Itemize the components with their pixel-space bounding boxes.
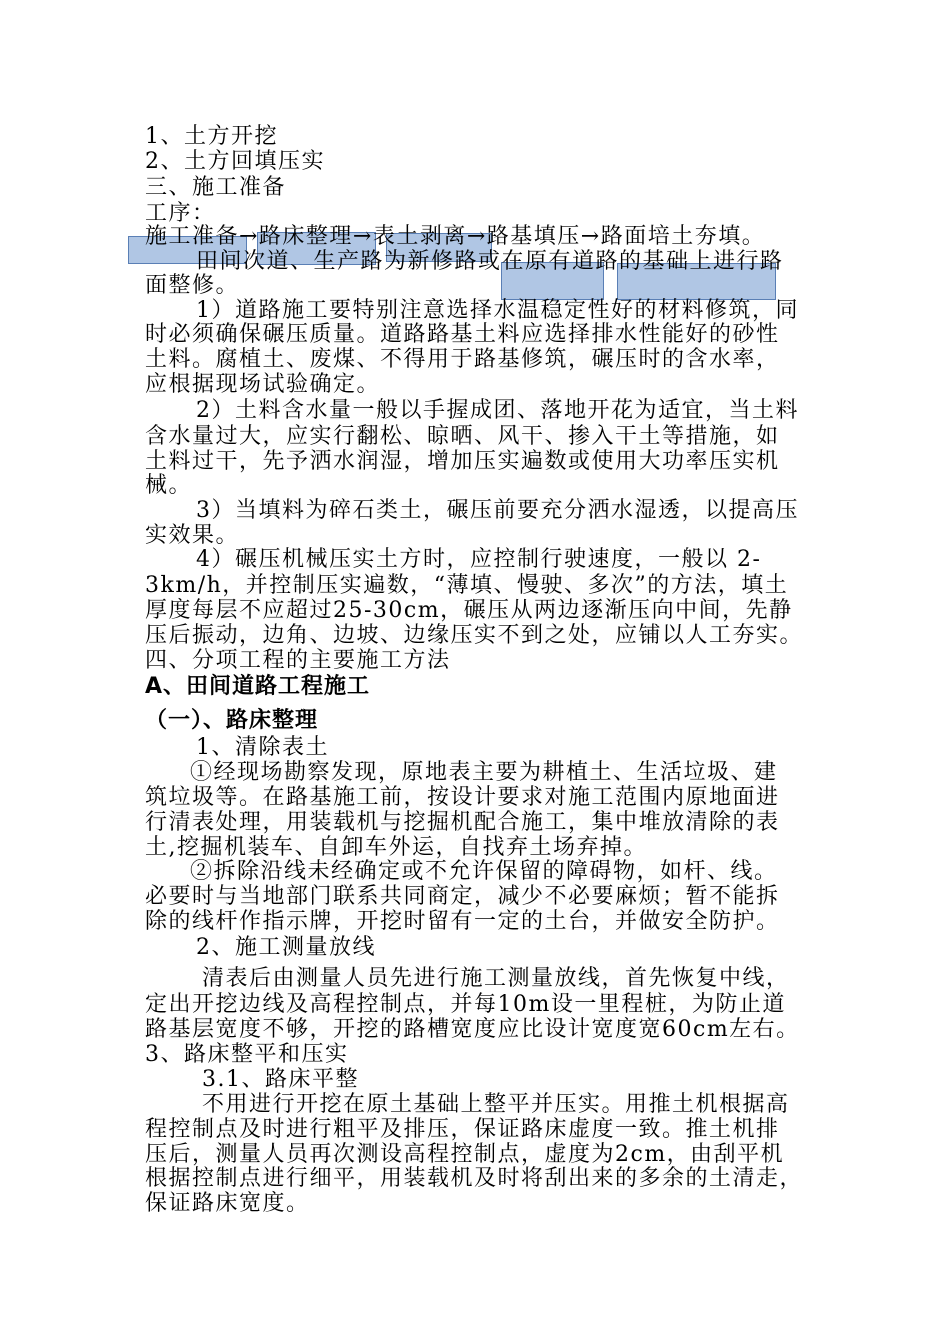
line-27: 行清表处理，用装载机与挖掘机配合施工，集中堆放清除的表 (145, 810, 780, 835)
line-32: 2、施工测量放线 (196, 935, 376, 960)
line-1: 2、土方回填压实 (145, 149, 325, 174)
line-15: 3）当填料为碎石类土，碾压前要充分洒水湿透，以提高压 (196, 498, 799, 523)
line-30: 必要时与当地部门联系共同商定，减少不必要麻烦；暂不能拆 (145, 884, 780, 909)
line-20: 压后振动，边角、边坡、边缘压实不到之处，应铺以人工夯实。 (145, 623, 804, 648)
line-36: 3、路床整平和压实 (145, 1042, 349, 1067)
line-2: 三、施工准备 (145, 175, 287, 200)
line-26: 筑垃圾等。在路基施工前，按设计要求对施工范围内原地面进 (145, 785, 780, 810)
line-5: 田间次道、生产路为新修路或在原有道路的基础上进行路 (196, 249, 784, 274)
line-37: 3.1、路床平整 (202, 1067, 359, 1092)
line-28: 土,挖掘机装车、自卸车外运，自找弃土场弃掉。 (145, 835, 647, 860)
line-13: 土料过干，先予洒水润湿，增加压实遍数或使用大功率压实机 (145, 449, 780, 474)
line-33: 清表后由测量人员先进行施工测量放线，首先恢复中线， (202, 966, 790, 991)
line-35: 路基层宽度不够，开挖的路槽宽度应比设计宽度宽60cm左右。 (145, 1017, 800, 1042)
section-heading-a: A、田间道路工程施工 (145, 674, 371, 699)
line-9: 土料。腐植土、废煤、不得用于路基修筑，碾压时的含水率， (145, 347, 780, 372)
line-31: 除的线杆作指示牌，开挖时留有一定的土台，并做安全防护。 (145, 909, 780, 934)
line-39: 程控制点及时进行粗平及排压，保证路床虚度一致。推土机排 (145, 1117, 780, 1142)
line-0: 1、土方开挖 (145, 124, 278, 149)
line-12: 含水量过大，应实行翻松、晾晒、风干、掺入干土等措施，如 (145, 424, 780, 449)
line-7: 1）道路施工要特别注意选择水温稳定性好的材料修筑，同 (196, 298, 799, 323)
line-16: 实效果。 (145, 523, 240, 548)
line-4: 施工准备→路床整理→表土剥离→路基填压→路面培土夯填。 (145, 224, 766, 249)
section-heading-1: （一）、路床整理 (145, 708, 319, 733)
line-40: 压后，测量人员再次测设高程控制点，虚度为2cm，由刮平机 (145, 1142, 785, 1167)
line-25: ①经现场勘察发现，原地表主要为耕植土、生活垃圾、建 (190, 760, 778, 785)
line-21: 四、分项工程的主要施工方法 (145, 648, 451, 673)
line-18: 3km/h，并控制压实遍数，“薄填、慢驶、多次”的方法，填土 (145, 573, 789, 598)
line-3: 工序： (145, 201, 216, 226)
line-41: 根据控制点进行细平，用装载机及时将刮出来的多余的土清走， (145, 1166, 804, 1191)
line-8: 时必须确保碾压质量。道路路基土料应选择排水性能好的砂性 (145, 322, 780, 347)
line-42: 保证路床宽度。 (145, 1191, 310, 1216)
line-34: 定出开挖边线及高程控制点，并每10m设一里程桩，为防止道 (145, 992, 786, 1017)
line-29: ②拆除沿线未经确定或不允许保留的障碍物，如杆、线。 (190, 859, 778, 884)
line-38: 不用进行开挖在原土基础上整平并压实。用推土机根据高 (202, 1092, 790, 1117)
line-14: 械。 (145, 473, 193, 498)
line-19: 厚度每层不应超过25-30cm，碾压从两边逐渐压向中间，先静 (145, 598, 793, 623)
line-6: 面整修。 (145, 273, 240, 298)
line-17: 4）碾压机械压实土方时，应控制行驶速度，一般以 2- (196, 547, 762, 572)
line-11: 2）土料含水量一般以手握成团、落地开花为适宜，当土料 (196, 398, 799, 423)
line-10: 应根据现场试验确定。 (145, 372, 381, 397)
line-24: 1、清除表土 (196, 735, 329, 760)
